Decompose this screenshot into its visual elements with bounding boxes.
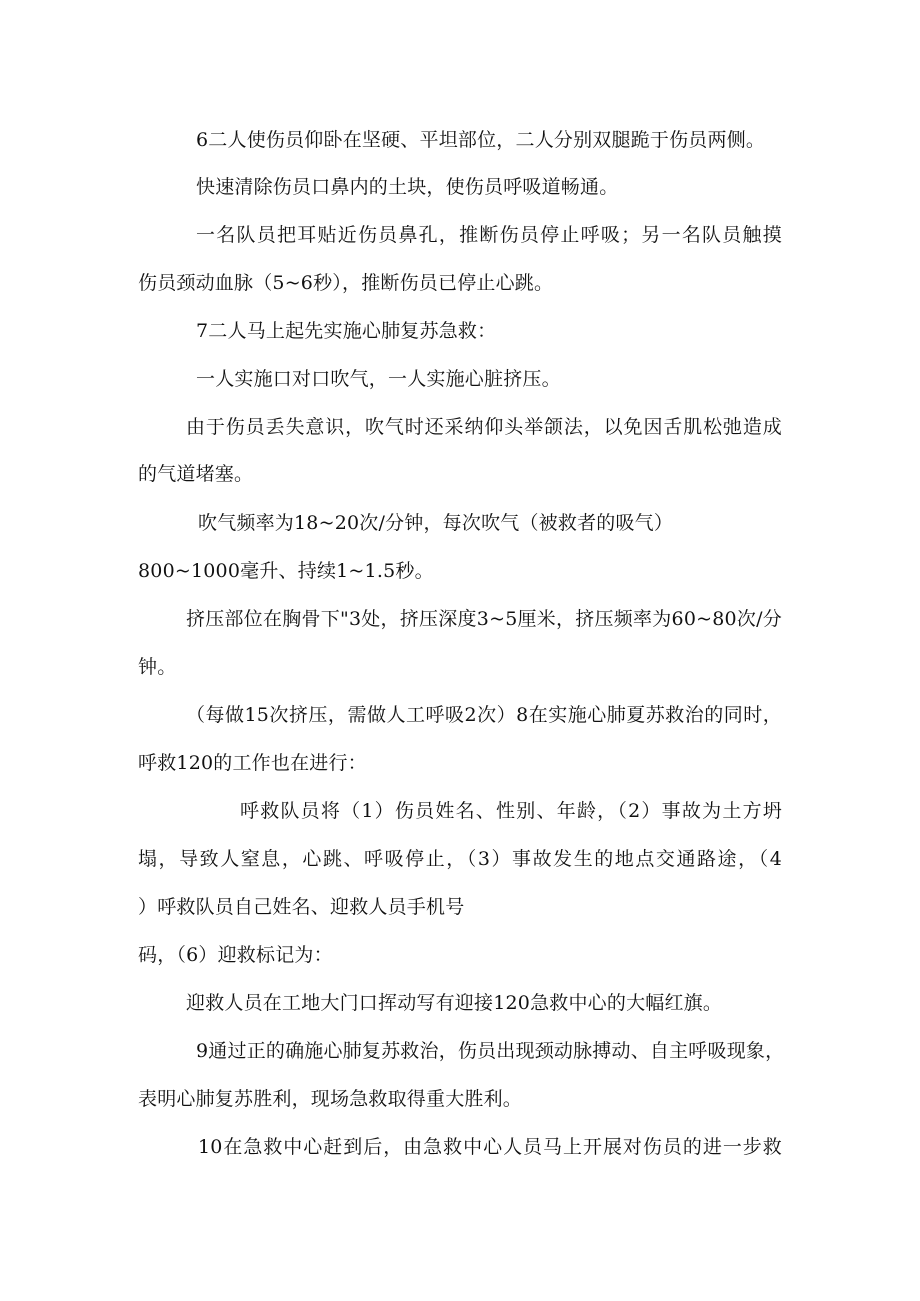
paragraph-line: 的气道堵塞。 [138,463,254,485]
paragraph-line: 表明心肺复苏胜利，现场急救取得重大胜利。 [138,1088,523,1110]
paragraph-line: 快速清除伤员口鼻内的土块，使伤员呼吸道畅通。 [196,176,619,198]
paragraph-line: 一名队员把耳贴近伤员鼻孔，推断伤员停止呼吸；另一名队员触摸 [196,224,782,246]
paragraph-line: 800~1000毫升、持续1~1.5秒。 [138,560,434,582]
paragraph-line: 6二人使伤员仰卧在坚硬、平坦部位，二人分别双腿跪于伤员两侧。 [196,129,766,151]
paragraph-line: 挤压部位在胸骨下"3处，挤压深度3~5厘米，挤压频率为60~80次/分 [186,608,782,630]
paragraph-line: ）呼救队员自己姓名、迎救人员手机号 [138,896,465,918]
paragraph-line: 码，（6）迎救标记为： [138,944,333,966]
paragraph-line: 塌，导致人窒息，心跳、呼吸停止，（3）事故发生的地点交通路途，（4 [138,848,782,870]
paragraph-line: 呼救120的工作也在进行： [138,752,367,774]
paragraph-line: 吹气频率为18~20次/分钟，每次吹气（被救者的吸气） [198,512,674,534]
paragraph-line: 呼救队员将（1）伤员姓名、性别、年龄，（2）事故为土方坍 [240,800,782,822]
paragraph-line: 一人实施口对口吹气，一人实施心脏挤压。 [196,368,561,390]
paragraph-line: 9通过正的确施心肺复苏救治，伤员出现颈动脉搏动、自主呼吸现象， [196,1040,785,1062]
paragraph-line: 7二人马上起先实施心肺复苏急救： [196,320,497,342]
paragraph-line: 10在急救中心赶到后，由急救中心人员马上开展对伤员的进一步救 [198,1136,782,1158]
paragraph-line: 由于伤员丢失意识，吹气时还采纳仰头举颌法，以免因舌肌松弛造成 [186,416,782,438]
paragraph-line: （每做15次挤压，需做人工呼吸2次）8在实施心肺夏苏救治的同时， [186,704,782,726]
paragraph-line: 伤员颈动血脉（5~6秒），推断伤员已停止心跳。 [138,272,554,294]
paragraph-line: 迎救人员在工地大门口挥动写有迎接120急救中心的大幅红旗。 [186,992,723,1014]
paragraph-line: 钟。 [138,656,177,678]
